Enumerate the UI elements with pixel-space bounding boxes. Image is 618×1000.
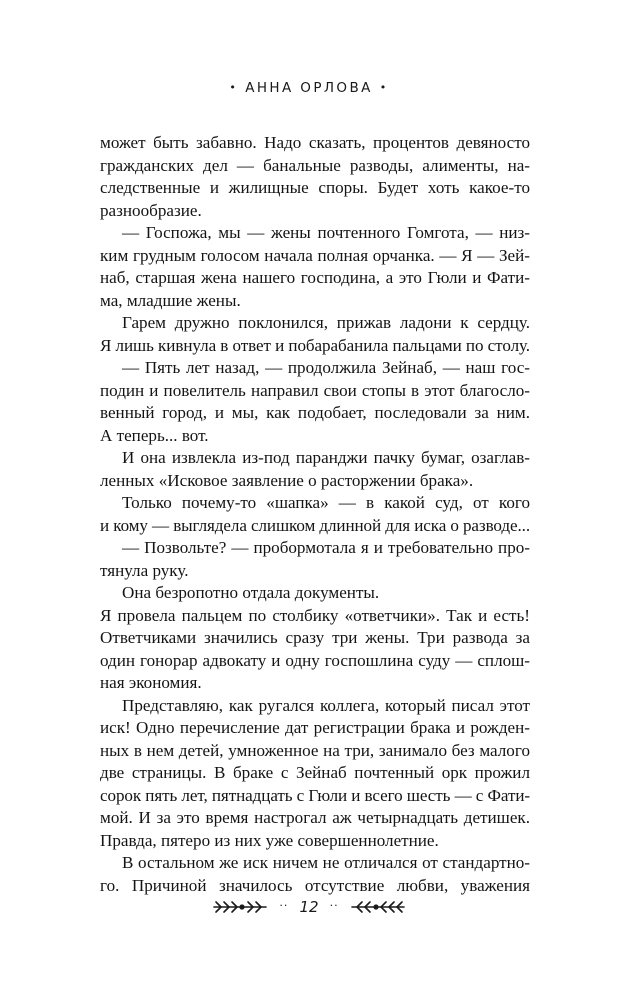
text-line: — Позвольте? — пробормотала я и требовательно про-: [122, 538, 530, 557]
text-line: сорок пять лет, пятнадцать с Гюли и всего шесть — с Фати-: [100, 785, 531, 805]
text-line: венный город, и мы, как подобает, последовали за ним.: [100, 403, 530, 422]
text-line: разнообразие.: [100, 200, 202, 220]
text-line: Она безропотно отдала документы.: [122, 583, 380, 602]
body-text: [100, 132, 530, 897]
page-folio: [0, 896, 618, 920]
text-line: наб, старшая жена нашего господина, а это Гюли и Фати-: [100, 268, 530, 287]
text-line: иск! Одно перечисление дат регистрации брака и рожден-: [100, 718, 530, 737]
running-head: [0, 80, 618, 96]
ornament-right-icon: [346, 899, 406, 915]
text-line: ных в нем детей, умноженное на три, занимало без малого: [100, 740, 530, 760]
text-line: гражданских дел — банальные разводы, алименты, на-: [100, 155, 530, 175]
text-line: подин и повелитель направил свои стопы в этот благосло-: [100, 380, 530, 400]
text-line: Представляю, как ругался коллега, который писал этот: [122, 695, 530, 715]
text-line: го. Причиной значилось отсутствие любви, уважения: [100, 875, 530, 895]
text-line: один гонорар адвокату и одну госпошлина суду — сплош-: [100, 650, 530, 670]
text-line: тянула руку.: [100, 560, 189, 580]
running-head-dot-right: •: [379, 80, 389, 94]
text-line: Я провела пальцем по столбику «ответчики». Так и есть!: [100, 605, 530, 625]
text-line: ким грудным голосом начала полная орчанка. — Я — Зей-: [100, 245, 530, 265]
text-line: — Госпожа, мы — жены почтенного Гомгота, — низ-: [122, 223, 530, 242]
ornament-left-icon: [212, 899, 272, 915]
text-line: ма, младшие жены.: [100, 290, 241, 310]
text-line: мой. И за это время настрогал аж четырнадцать детишек.: [100, 808, 530, 827]
text-line: Ответчиками значились сразу три жены. Три развода за: [100, 628, 530, 647]
running-head-dot-left: •: [229, 80, 239, 94]
folio-dots-right: ··: [329, 899, 339, 912]
text-line: Я лишь кивнула в ответ и побарабанила пальцами по столу.: [100, 335, 530, 355]
text-line: и кому — выглядела слишком длинной для иска о разводе...: [100, 515, 531, 535]
text-line: ленных «Исковое заявление о расторжении брака».: [100, 470, 474, 490]
author-name: АННА ОРЛОВА: [245, 80, 373, 96]
text-line: Только почему-то «шапка» — в какой суд, от кого: [122, 493, 530, 512]
page-number: 12: [299, 897, 319, 916]
folio-dots-left: ··: [279, 899, 289, 912]
text-line: следственные и жилищные споры. Будет хоть какое-то: [100, 178, 530, 197]
text-line: В остальном же иск ничем не отличался от стандартно-: [122, 853, 530, 872]
text-line: — Пять лет назад, — продолжила Зейнаб, — наш гос-: [122, 358, 530, 377]
text-line: может быть забавно. Надо сказать, процентов девяносто: [100, 133, 530, 152]
text-line: Гарем дружно поклонился, прижав ладони к сердцу.: [122, 313, 530, 332]
text-line: И она извлекла из-под паранджи пачку бумаг, озаглав-: [122, 448, 530, 467]
text-line: Правда, пятеро из них уже совершеннолетние.: [100, 830, 439, 850]
text-line: ная экономия.: [100, 673, 202, 692]
text-line: две страницы. В браке с Зейнаб почтенный орк прожил: [100, 763, 530, 782]
text-line: А теперь... вот.: [100, 425, 209, 445]
